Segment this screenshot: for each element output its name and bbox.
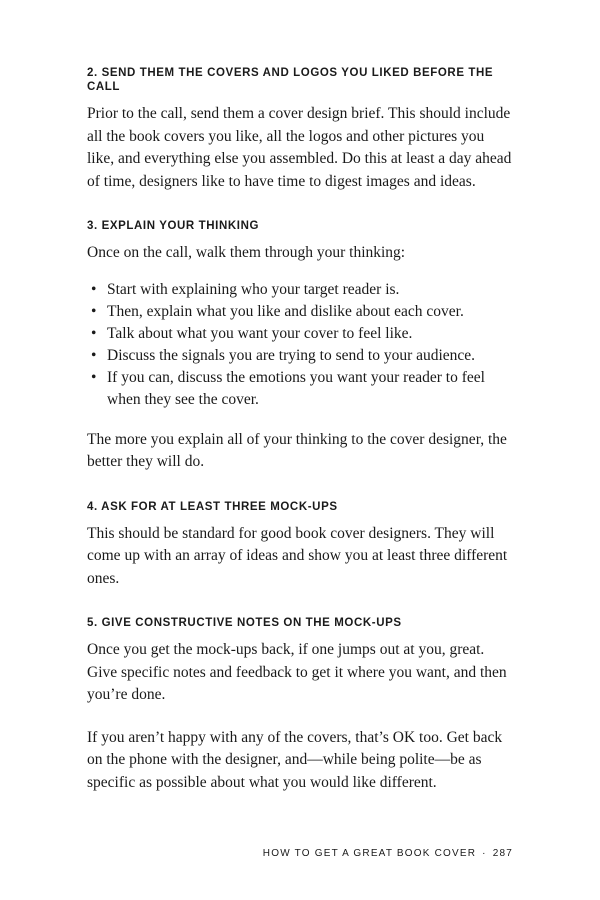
page-number: 287 [492, 848, 513, 859]
section-paragraph: Prior to the call, send them a cover design brief. This should include all the book covers you like, all the logos and other pictures you like, and everything else you assembled. Do this at least a day ahead of time, designers like to have time to digest images and ideas. [87, 105, 512, 190]
list-item [87, 301, 515, 323]
running-head: HOW TO GET A GREAT BOOK COVER [262, 848, 477, 859]
page-body [87, 66, 515, 820]
section-mock-ups [87, 500, 515, 591]
list-item-text: Discuss the signals you are trying to send to your audience. [107, 346, 476, 364]
section-closing: The more you explain all of your thinking to the cover designer, the better they will do. [87, 430, 507, 470]
section-heading: 3. EXPLAIN YOUR THINKING [87, 220, 260, 232]
list-item-text: If you can, discuss the emotions you want your reader to feel when they see the cover. [107, 368, 485, 408]
section-explain-thinking [87, 219, 515, 474]
section-constructive-notes [87, 616, 515, 794]
list-item-text: Start with explaining who your target reader is. [107, 280, 400, 298]
section-heading: 4. ASK FOR AT LEAST THREE MOCK-UPS [87, 500, 338, 513]
bullet-icon: • [91, 346, 97, 364]
bullet-icon: • [91, 280, 97, 298]
section-paragraph: Once you get the mock-ups back, if one jumps out at you, great. Give specific notes and feedback to get it where you want, and then you’re done. [87, 641, 507, 703]
section-heading: 5. GIVE CONSTRUCTIVE NOTES ON THE MOCK-UPS [87, 617, 402, 629]
list-item-text: Then, explain what you like and dislike about each cover. [107, 302, 464, 320]
section-paragraph: This should be standard for good book cover designers. They will come up with an array of ideas and show you at least three different ones. [87, 524, 508, 587]
list-item [87, 279, 515, 301]
bullet-icon: • [91, 368, 97, 386]
list-item [87, 323, 515, 345]
bullet-list [87, 279, 515, 411]
list-item [87, 345, 515, 367]
bullet-icon: • [91, 324, 97, 342]
bullet-icon: • [91, 302, 97, 320]
section-send-covers [87, 66, 515, 193]
list-item [87, 367, 515, 411]
section-heading: 2. SEND THEM THE COVERS AND LOGOS YOU LIKED BEFORE THE CALL [87, 67, 494, 93]
section-paragraph-2: If you aren’t happy with any of the covers, that’s OK too. Get back on the phone with the designer, and—while being polite—be as specific as possible about what you would like different. [87, 728, 503, 791]
footer-separator: · [482, 848, 487, 859]
section-intro: Once on the call, walk them through your thinking: [87, 244, 406, 261]
list-item-text: Talk about what you want your cover to feel like. [107, 324, 413, 342]
page-footer [263, 848, 513, 859]
